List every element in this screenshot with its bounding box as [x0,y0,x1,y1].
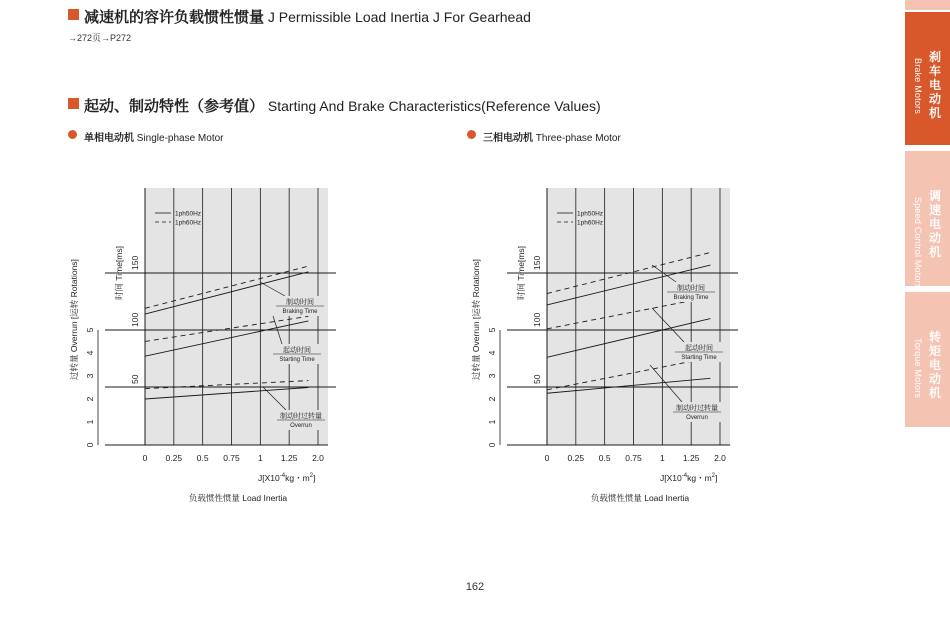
overrun-tick-label: 5 [487,327,497,333]
overrun-tick-label: 2 [85,396,95,402]
overrun-tick-label: 4 [85,350,95,356]
bullet-icon [68,130,77,139]
x-tick-label: 0.25 [165,453,183,463]
time-axis-title: 时间 Time[ms] [516,246,526,300]
overrun-tick-label: 1 [85,419,95,425]
tab-label-en: Torque Motors [913,338,923,399]
legend-label: 1ph50Hz [577,210,604,218]
inertia-heading-en: J Permissible Load Inertia J For Gearhead [267,9,531,25]
x-tick-label: 0.25 [567,453,585,463]
page-number: 162 [465,581,485,593]
time-axis-title: 时间 Time[ms] [114,246,124,300]
x-unit-part: -4 [279,473,286,479]
tab-label-cn: 调速电动机 [928,189,941,259]
x-tick-label: 0 [544,453,550,463]
legend-label: 1ph60Hz [577,219,604,227]
annotation-label-cn: 起动时间 [283,347,311,354]
x-unit-part: ] [715,473,718,483]
annotation-label-en: Starting Time [681,355,717,361]
single-phase-chart [60,180,350,510]
x-tick-label: 1 [257,453,263,463]
annotation-label-cn: 制动时间 [677,285,705,292]
overrun-axis-title: 过转量 Overrun [运转 Rotations] [69,259,79,380]
x-unit-part: kg・m [285,473,310,483]
overrun-tick-label: 0 [487,442,497,448]
overrun-axis-title: 过转量 Overrun [运转 Rotations] [471,259,481,380]
time-tick-label: 100 [130,312,140,327]
x-tick-label: 0.75 [223,453,240,463]
annotation-label-en: Overrun [290,423,312,429]
x-tick-label: 1.25 [682,453,700,463]
tab-label-en: Brake Motors [913,58,923,114]
time-tick-label: 150 [532,255,542,270]
characteristics-heading [84,95,601,116]
overrun-tick-label: 4 [487,350,497,356]
single-phase-label [84,129,224,144]
x-unit-part: kg・m [687,473,712,483]
annotation-label-cn: 制动时过转量 [280,413,322,420]
annotation-label-cn: 起动时间 [685,345,713,352]
tab-label-cn: 转矩电动机 [928,330,941,400]
bullet-icon [467,130,476,139]
annotation-label-en: Braking Time [673,295,709,301]
time-tick-label: 150 [130,255,140,270]
x-unit-part: ] [313,473,316,483]
annotation-label-en: Overrun [686,415,708,421]
annotation-label-en: Braking Time [282,309,318,315]
characteristics-heading-en: Starting And Brake Characteristics(Reference Values) [267,98,601,114]
x-tick-label: 2.0 [312,453,324,463]
annotation-label-en: Starting Time [279,357,315,363]
x-unit-part: 2 [711,473,715,479]
annotation-label-cn: 制动时间 [286,299,314,306]
x-unit-part: J[X10 [258,473,280,483]
time-tick-label: 100 [532,312,542,327]
three-phase-label-cn: 三相电动机 [483,133,533,144]
tab-torque-motors[interactable] [905,292,950,427]
legend-label: 1ph50Hz [175,210,202,218]
overrun-tick-label: 5 [85,327,95,333]
tab-label-en: Speed Control Motors [913,197,923,289]
x-tick-label: 0.5 [196,453,209,463]
x-tick-label: 1.25 [280,453,298,463]
three-phase-label [483,129,621,144]
inertia-heading-cn: 减速机的容许负载惯性惯量 [84,9,265,26]
x-unit-label [258,473,315,483]
single-phase-label-cn: 单相电动机 [84,133,134,144]
tab-speed-control-motors[interactable] [905,151,950,289]
x-unit-part: 2 [309,473,313,479]
overrun-tick-label: 2 [487,396,497,402]
chart-svg [60,180,350,510]
sidebar-top-strip [905,0,950,10]
x-tick-label: 0 [142,453,148,463]
legend-label: 1ph60Hz [175,219,202,227]
x-tick-label: 1 [659,453,665,463]
page-reference: →272页→P272 [68,33,132,43]
chart-svg [462,180,752,510]
x-tick-label: 0.75 [625,453,642,463]
x-axis-title: 负载惯性惯量 Load Inertia [188,493,288,503]
overrun-tick-label: 0 [85,442,95,448]
characteristics-heading-cn: 起动、制动特性（参考值） [84,98,265,115]
inertia-heading [84,6,531,27]
section-marker-icon [68,9,79,20]
section-marker-icon [68,98,79,109]
plot-area [145,188,328,445]
x-unit-part: J[X10 [660,473,682,483]
three-phase-chart [462,180,752,510]
time-tick-label: 50 [532,374,542,384]
tab-brake-motors[interactable] [905,12,950,145]
x-tick-label: 2.0 [714,453,726,463]
annotation-label-cn: 制动时过转量 [676,405,718,412]
time-tick-label: 50 [130,374,140,384]
overrun-tick-label: 3 [85,373,95,379]
x-unit-label [660,473,717,483]
x-axis-title: 负载惯性惯量 Load Inertia [590,493,690,503]
overrun-tick-label: 1 [487,419,497,425]
x-unit-part: -4 [681,473,688,479]
three-phase-label-en: Three-phase Motor [535,133,621,144]
overrun-tick-label: 3 [487,373,497,379]
single-phase-label-en: Single-phase Motor [136,133,224,144]
x-tick-label: 0.5 [598,453,611,463]
tab-label-cn: 刹车电动机 [928,50,941,120]
